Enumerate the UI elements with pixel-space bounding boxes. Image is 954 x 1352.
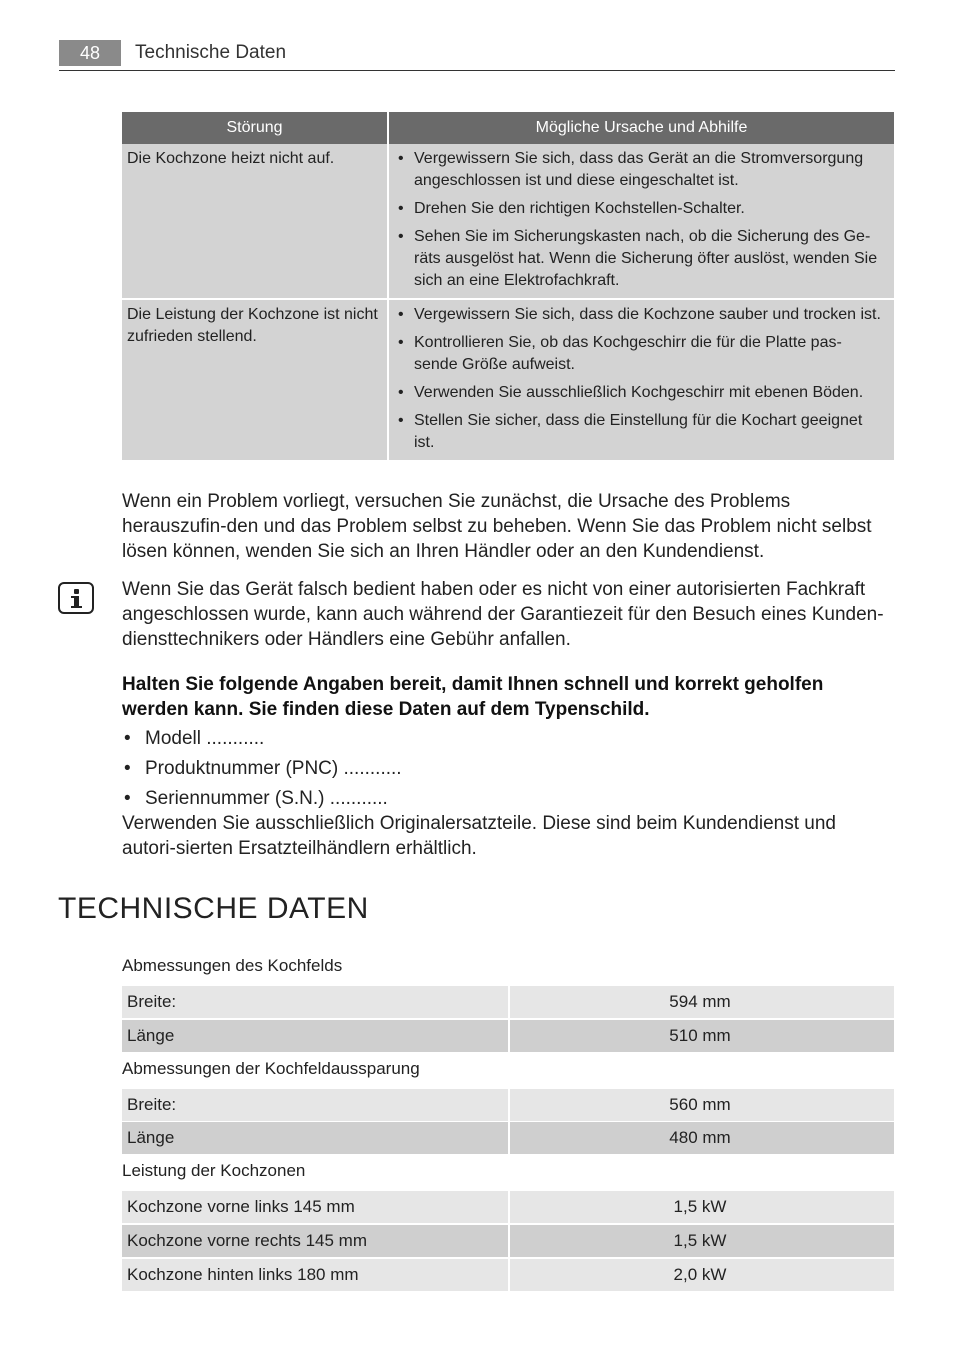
spec-row [122,1122,894,1154]
remedy-list [395,304,882,454]
spec-key: Breite: [122,1089,508,1121]
column-header-problem: Störung [122,112,387,144]
spare-parts-paragraph: Verwenden Sie ausschließlich Originalersatzteile. Diese sind beim Kundendienst und autori-sierten Ersatzteilhändlern erhältlich. [122,813,836,859]
page-number: 48 [59,40,121,66]
spec-key: Kochzone vorne rechts 145 mm [122,1225,508,1257]
spec-value: 594 mm [510,986,894,1018]
spec-key: Länge [122,1122,508,1154]
spec-row [122,1020,894,1052]
info-icon [58,582,94,614]
remedy-list [395,148,882,292]
spec-row [122,986,894,1018]
spec-key: Breite: [122,986,508,1018]
list-item: • Seriennummer (S.N.) ........... [122,786,402,816]
list-item: • Vergewissern Sie sich, dass die Kochzone sauber und trocken ist. [395,304,882,326]
spec-row [122,1089,894,1121]
list-item: • Sehen Sie im Sicherungskasten nach, ob die Sicherung des Ge-räts ausgelöst hat. Wenn die Sicherung öfter auslöst, wenden Sie sich an eine Elektrofachkraft. [395,226,882,292]
spec-value: 480 mm [510,1122,894,1154]
spec-value: 510 mm [510,1020,894,1052]
list-item: • Drehen Sie den richtigen Kochstellen-Schalter. [395,198,882,220]
spec-value: 560 mm [510,1089,894,1121]
spec-key: Kochzone hinten links 180 mm [122,1259,508,1291]
list-item: • Verwenden Sie ausschließlich Kochgeschirr mit ebenen Böden. [395,382,882,404]
column-header-remedy: Mögliche Ursache und Abhilfe [387,112,894,144]
remedy-cell [387,298,894,460]
list-item: • Kontrollieren Sie, ob das Kochgeschirr die für die Platte pas-sende Größe aufweist. [395,332,882,376]
problem-cell: Die Kochzone heizt nicht auf. [122,144,387,298]
running-header-title: Technische Daten [135,42,287,63]
typeplate-instructions: Halten Sie folgende Angaben bereit, damit Ihnen schnell und korrekt geholfen werden kann. Sie finden diese Daten auf dem Typenschild. [122,674,824,720]
list-item: • Produktnummer (PNC) ........... [122,756,402,786]
table-row [122,144,894,298]
spec-row [122,1259,894,1291]
spec-row [122,1191,894,1223]
table-row [122,298,894,460]
spec-value: 1,5 kW [510,1225,894,1257]
header-rule [59,70,895,71]
typeplate-data-list [122,726,402,816]
troubleshooting-table [122,112,894,460]
spec-key: Kochzone vorne links 145 mm [122,1191,508,1223]
spec-value: 1,5 kW [510,1191,894,1223]
list-item: • Stellen Sie sicher, dass die Einstellung für die Kochart geeignet ist. [395,410,882,454]
list-item: • Vergewissern Sie sich, dass das Gerät an die Stromversorgung angeschlossen ist und diese eingeschaltet ist. [395,148,882,192]
problem-cell: Die Leistung der Kochzone ist nicht zufrieden stellend. [122,298,387,460]
list-item: • Modell ........... [122,726,402,756]
spec-group-label: Abmessungen der Kochfeldaussparung [122,1059,420,1078]
spec-value: 2,0 kW [510,1259,894,1291]
spec-key: Länge [122,1020,508,1052]
spec-group-label: Leistung der Kochzonen [122,1161,306,1180]
spec-row [122,1225,894,1257]
info-note-paragraph: Wenn Sie das Gerät falsch bedient haben oder es nicht von einer autorisierten Fachkraft angeschlossen wurde, kann auch während der Garantiezeit für den Besuch eines Kunden-diensttechnikers oder Händlers eine Gebühr anfallen. [122,579,884,650]
problem-help-paragraph: Wenn ein Problem vorliegt, versuchen Sie zunächst, die Ursache des Problems herauszufin-den und das Problem selbst zu beheben. Wenn Sie das Problem nicht selbst lösen können, wenden Sie sich an Ihren Händler oder an den Kundendienst. [122,491,872,562]
remedy-cell [387,144,894,298]
section-title: TECHNISCHE DATEN [58,892,369,925]
spec-group-label: Abmessungen des Kochfelds [122,956,343,975]
